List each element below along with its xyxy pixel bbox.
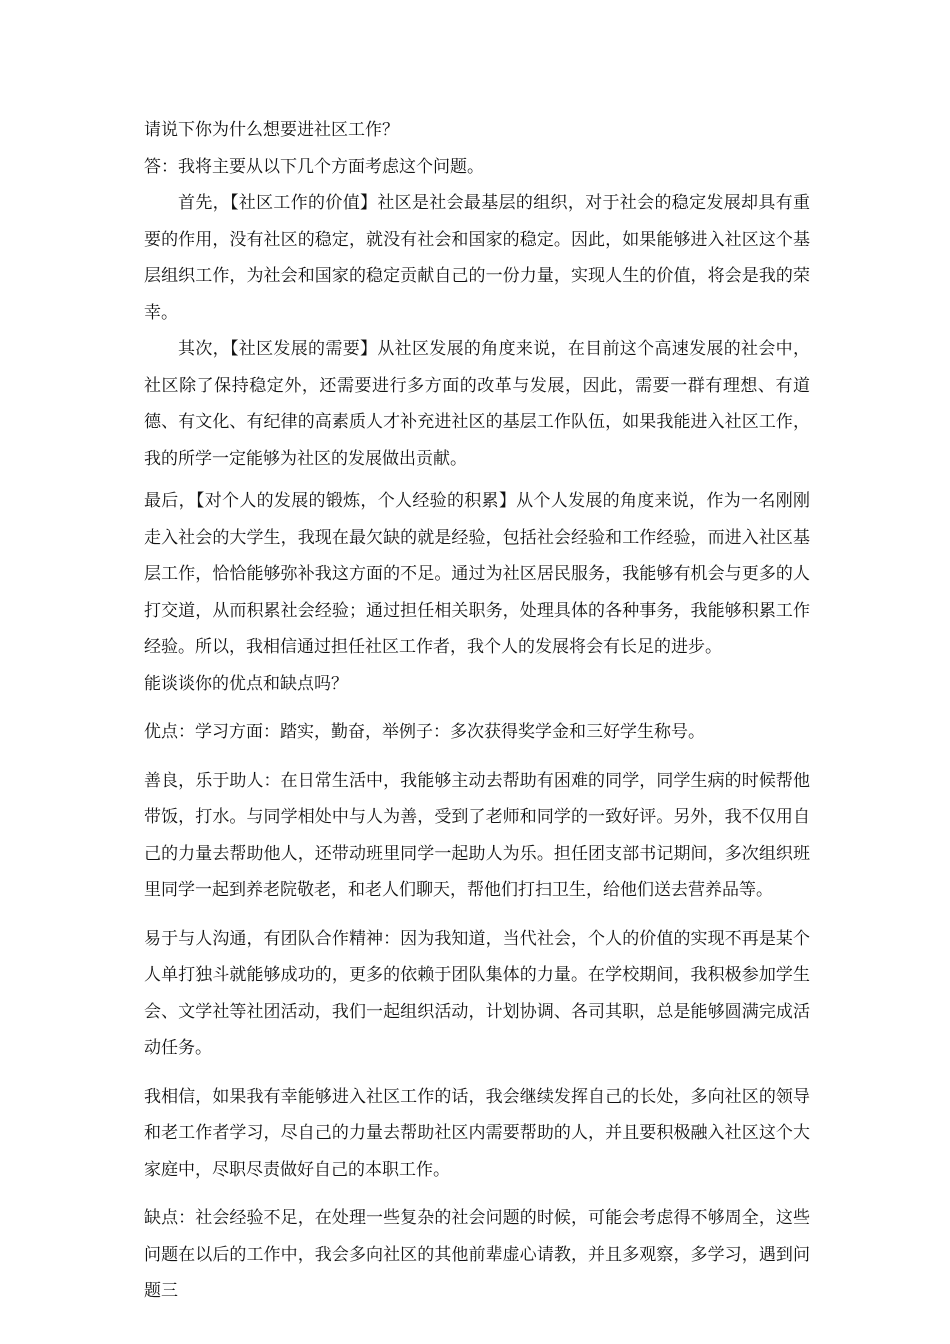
paragraph-commitment: 我相信，如果我有幸能够进入社区工作的话，我会继续发挥自己的长处，多向社区的领导和老工作者学习，尽自己的力量去帮助社区内需要帮助的人，并且要积极融入社区这个大家庭中，尽职尽责做好自己的本职工作。 (144, 1086, 810, 1180)
paragraph-strength-teamwork: 易于与人沟通，有团队合作精神：因为我知道，当代社会，个人的价值的实现不再是某个人单打独斗就能够成功的，更多的依赖于团队集体的力量。在学校期间，我积极参加学生会、文学社等社团活动，我们一起组织活动，计划协调、各司其职，总是能够圆满完成活动任务。 (144, 928, 810, 1058)
paragraph-strength-study: 优点：学习方面：踏实，勤奋，举例子：多次获得奖学金和三好学生称号。 (144, 722, 705, 742)
question-why-community-work: 请说下你为什么想要进社区工作？ (144, 120, 399, 140)
paragraph-weakness: 缺点：社会经验不足，在处理一些复杂的社会问题的时候，可能会考虑得不够周全，这些问题在以后的工作中，我会多向社区的其他前辈虚心请教，并且多观察，多学习，遇到问题三 (144, 1208, 810, 1301)
paragraph-first-point: 首先，【社区工作的价值】社区是社会最基层的组织，对于社会的稳定发展却具有重要的作用，没有社区的稳定，就没有社会和国家的稳定。因此，如果能够进入社区这个基层组织工作，为社会和国家的稳定贡献自己的一份力量，实现人生的价值，将会是我的荣幸。 (144, 193, 810, 323)
answer-intro: 答：我将主要从以下几个方面考虑这个问题。 (144, 156, 484, 177)
question-strengths-weaknesses: 能谈谈你的优点和缺点吗？ (144, 673, 348, 694)
document-page (144, 112, 810, 1310)
paragraph-second-point: 其次，【社区发展的需要】从社区发展的角度来说，在目前这个高速发展的社会中，社区除了保持稳定外，还需要进行多方面的改革与发展，因此，需要一群有理想、有道德、有文化、有纪律的高素质人才补充进社区的基层工作队伍，如果我能进入社区工作，我的所学一定能够为社区的发展做出贡献。 (144, 339, 810, 469)
paragraph-strength-kindness: 善良，乐于助人：在日常生活中，我能够主动去帮助有困难的同学，同学生病的时候帮他带饭，打水。与同学相处中与人为善，受到了老师和同学的一致好评。另外，我不仅用自己的力量去帮助他人，还带动班里同学一起助人为乐。担任团支部书记期间，多次组织班里同学一起到养老院敬老，和老人们聊天，帮他们打扫卫生，给他们送去营养品等。 (144, 770, 810, 900)
paragraph-third-point: 最后，【对个人的发展的锻炼，个人经验的积累】从个人发展的角度来说，作为一名刚刚走入社会的大学生，我现在最欠缺的就是经验，包括社会经验和工作经验，而进入社区基层工作，恰恰能够弥补我这方面的不足。通过为社区居民服务，我能够有机会与更多的人打交道，从而积累社会经验；通过担任相关职务，处理具体的各种事务，我能够积累工作经验。所以，我相信通过担任社区工作者，我个人的发展将会有长足的进步。 (144, 491, 810, 657)
